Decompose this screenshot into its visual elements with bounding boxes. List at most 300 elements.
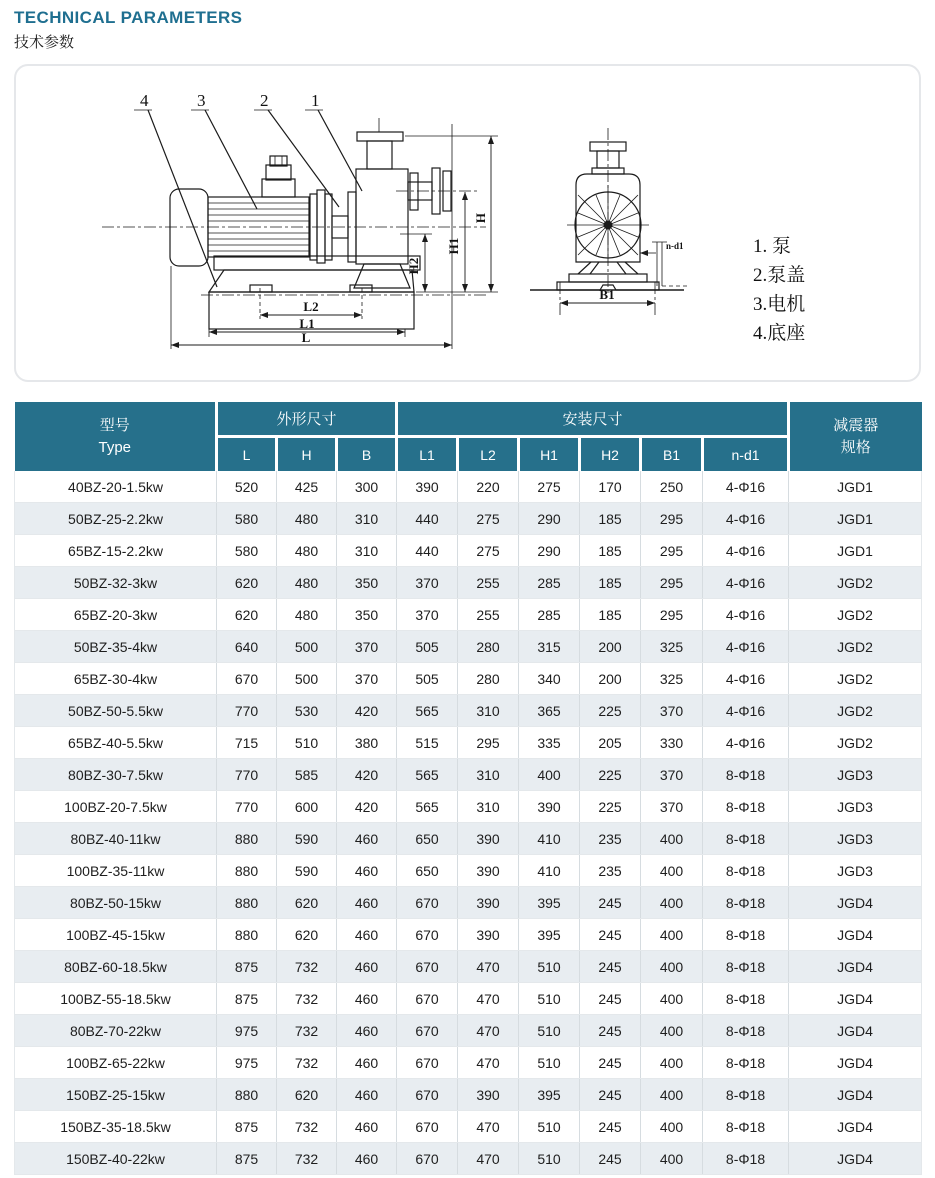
legend-item-motor: 3.电机 (753, 294, 806, 315)
cell-value: 875 (217, 951, 277, 983)
cell-value: 395 (519, 919, 580, 951)
subheader-H1: H1 (519, 437, 580, 472)
cell-model: 50BZ-50-5.5kw (15, 695, 217, 727)
cell-value: 460 (337, 1111, 397, 1143)
cell-value: 205 (580, 727, 641, 759)
cell-value: 510 (519, 1111, 580, 1143)
cell-value: 480 (277, 599, 337, 631)
cell-value: JGD1 (789, 535, 922, 567)
cell-value: 420 (337, 791, 397, 823)
cell-value: 8-Φ18 (703, 919, 789, 951)
cell-value: JGD2 (789, 631, 922, 663)
cell-value: 310 (337, 503, 397, 535)
cell-value: 4-Φ16 (703, 663, 789, 695)
cell-value: 460 (337, 1079, 397, 1111)
cell-value: 510 (519, 1015, 580, 1047)
table-row (15, 1015, 922, 1047)
cell-value: 500 (277, 663, 337, 695)
cell-value: 420 (337, 695, 397, 727)
cell-value: 975 (217, 1047, 277, 1079)
cell-value: 390 (519, 791, 580, 823)
subheader-H: H (277, 437, 337, 472)
cell-value: 390 (458, 855, 519, 887)
cell-value: 500 (277, 631, 337, 663)
cell-value: 590 (277, 823, 337, 855)
cell-value: 8-Φ18 (703, 855, 789, 887)
cell-model: 80BZ-70-22kw (15, 1015, 217, 1047)
table-row (15, 919, 922, 951)
cell-value: 470 (458, 983, 519, 1015)
table-row (15, 727, 922, 759)
cell-value: 395 (519, 887, 580, 919)
cell-value: 670 (397, 1015, 458, 1047)
subheader-L1: L1 (397, 437, 458, 472)
cell-value: 470 (458, 1015, 519, 1047)
callout-4: 4 (140, 91, 149, 110)
cell-value: 245 (580, 919, 641, 951)
cell-model: 80BZ-40-11kw (15, 823, 217, 855)
cell-value: 565 (397, 695, 458, 727)
cell-value: 470 (458, 1143, 519, 1175)
subheader-B: B (337, 437, 397, 472)
cell-value: JGD1 (789, 471, 922, 503)
cell-value: 290 (519, 535, 580, 567)
table-row (15, 1047, 922, 1079)
cell-value: 470 (458, 1047, 519, 1079)
cell-value: 370 (397, 599, 458, 631)
cell-value: 470 (458, 951, 519, 983)
cell-value: 520 (217, 471, 277, 503)
cell-value: 650 (397, 855, 458, 887)
cell-value: 325 (641, 663, 703, 695)
cell-value: 400 (641, 823, 703, 855)
cell-value: 410 (519, 823, 580, 855)
cell-value: 8-Φ18 (703, 1079, 789, 1111)
side-view-dimensions (171, 124, 498, 349)
cell-value: 275 (458, 535, 519, 567)
cell-value: 245 (580, 1015, 641, 1047)
cell-value: 170 (580, 471, 641, 503)
cell-model: 150BZ-25-15kw (15, 1079, 217, 1111)
parts-legend (753, 232, 805, 348)
table-body (15, 471, 922, 1175)
cell-value: JGD4 (789, 1079, 922, 1111)
cell-value: 580 (217, 535, 277, 567)
cell-value: 670 (397, 1047, 458, 1079)
cell-value: 732 (277, 951, 337, 983)
cell-value: 460 (337, 951, 397, 983)
header-damper-zh: 减震器 (833, 416, 879, 434)
cell-value: 275 (519, 471, 580, 503)
table-row (15, 951, 922, 983)
dim-label-L2: L2 (303, 299, 319, 314)
cell-value: 732 (277, 983, 337, 1015)
cell-value: 280 (458, 663, 519, 695)
cell-value: 515 (397, 727, 458, 759)
header-damper (789, 402, 922, 471)
cell-value: 440 (397, 535, 458, 567)
cell-value: 390 (397, 471, 458, 503)
cell-value: 395 (519, 1079, 580, 1111)
table-row (15, 631, 922, 663)
cell-value: 350 (337, 567, 397, 599)
cell-value: 620 (277, 887, 337, 919)
cell-value: 505 (397, 631, 458, 663)
cell-value: 880 (217, 1079, 277, 1111)
cell-value: 620 (277, 1079, 337, 1111)
header-model (15, 402, 217, 471)
cell-value: JGD2 (789, 599, 922, 631)
cell-value: 4-Φ16 (703, 567, 789, 599)
cell-value: 585 (277, 759, 337, 791)
cell-model: 100BZ-45-15kw (15, 919, 217, 951)
cell-value: 880 (217, 919, 277, 951)
cell-value: 4-Φ16 (703, 631, 789, 663)
callout-3: 3 (197, 91, 206, 110)
cell-value: 4-Φ16 (703, 695, 789, 727)
cell-value: 225 (580, 759, 641, 791)
cell-value: 390 (458, 919, 519, 951)
cell-model: 65BZ-30-4kw (15, 663, 217, 695)
cell-value: JGD2 (789, 727, 922, 759)
cell-value: JGD4 (789, 951, 922, 983)
cell-value: 460 (337, 1143, 397, 1175)
cell-value: 185 (580, 535, 641, 567)
cell-value: 275 (458, 503, 519, 535)
subheader-L2: L2 (458, 437, 519, 472)
callout-2: 2 (260, 91, 269, 110)
cell-value: 732 (277, 1111, 337, 1143)
dim-label-H: H (473, 212, 488, 224)
cell-value: 8-Φ18 (703, 1111, 789, 1143)
cell-value: 400 (519, 759, 580, 791)
cell-value: 390 (458, 887, 519, 919)
cell-value: 590 (277, 855, 337, 887)
cell-value: 8-Φ18 (703, 823, 789, 855)
cell-value: 315 (519, 631, 580, 663)
cell-value: 510 (519, 951, 580, 983)
cell-value: 255 (458, 599, 519, 631)
cell-value: 185 (580, 503, 641, 535)
cell-value: 295 (641, 503, 703, 535)
cell-value: 4-Φ16 (703, 535, 789, 567)
cell-value: 4-Φ16 (703, 503, 789, 535)
cell-value: 8-Φ18 (703, 791, 789, 823)
subheader-H2: H2 (580, 437, 641, 472)
cell-value: 480 (277, 567, 337, 599)
cell-value: 400 (641, 919, 703, 951)
cell-value: 8-Φ18 (703, 1015, 789, 1047)
table-row (15, 503, 922, 535)
cell-model: 65BZ-20-3kw (15, 599, 217, 631)
cell-model: 80BZ-60-18.5kw (15, 951, 217, 983)
cell-value: 4-Φ16 (703, 727, 789, 759)
cell-value: 410 (519, 855, 580, 887)
cell-value: 530 (277, 695, 337, 727)
cell-value: 245 (580, 887, 641, 919)
pump-diagram-panel (14, 64, 921, 382)
cell-value: 620 (217, 567, 277, 599)
table-row (15, 471, 922, 503)
cell-value: 460 (337, 1047, 397, 1079)
subheader-nd1: n-d1 (703, 437, 789, 472)
cell-value: 390 (458, 1079, 519, 1111)
dim-label-B1: B1 (599, 287, 615, 302)
table-row (15, 1143, 922, 1175)
cell-value: 235 (580, 855, 641, 887)
cell-value: 400 (641, 983, 703, 1015)
cell-model: 65BZ-40-5.5kw (15, 727, 217, 759)
cell-value: JGD4 (789, 887, 922, 919)
cell-value: 370 (641, 759, 703, 791)
cell-model: 50BZ-35-4kw (15, 631, 217, 663)
cell-value: 505 (397, 663, 458, 695)
callout-1: 1 (311, 91, 320, 110)
cell-value: 380 (337, 727, 397, 759)
cell-value: JGD4 (789, 1143, 922, 1175)
cell-value: 975 (217, 1015, 277, 1047)
table-row (15, 759, 922, 791)
cell-value: 480 (277, 503, 337, 535)
cell-value: 600 (277, 791, 337, 823)
dim-label-L1: L1 (299, 316, 315, 331)
cell-value: 8-Φ18 (703, 759, 789, 791)
cell-value: 565 (397, 759, 458, 791)
cell-value: JGD1 (789, 503, 922, 535)
cell-value: 370 (337, 663, 397, 695)
table-row (15, 599, 922, 631)
cell-value: 880 (217, 855, 277, 887)
cell-value: JGD3 (789, 855, 922, 887)
legend-item-pump: 1. 泵 (753, 236, 792, 257)
cell-value: 290 (519, 503, 580, 535)
front-view-drawing (530, 128, 684, 296)
cell-value: 245 (580, 951, 641, 983)
table-row (15, 791, 922, 823)
cell-value: 280 (458, 631, 519, 663)
cell-value: 370 (397, 567, 458, 599)
cell-model: 80BZ-30-7.5kw (15, 759, 217, 791)
cell-value: 670 (397, 1111, 458, 1143)
cell-value: 235 (580, 823, 641, 855)
cell-value: 310 (458, 791, 519, 823)
dim-label-nd1: n-d1 (666, 241, 684, 251)
table-row (15, 1079, 922, 1111)
cell-value: 510 (519, 1047, 580, 1079)
cell-value: 325 (641, 631, 703, 663)
cell-value: 8-Φ18 (703, 1047, 789, 1079)
cell-value: JGD3 (789, 823, 922, 855)
cell-value: 310 (337, 535, 397, 567)
cell-value: 510 (519, 1143, 580, 1175)
cell-value: 620 (217, 599, 277, 631)
cell-value: 770 (217, 791, 277, 823)
cell-value: 670 (397, 887, 458, 919)
cell-value: 220 (458, 471, 519, 503)
cell-value: 350 (337, 599, 397, 631)
cell-value: 732 (277, 1047, 337, 1079)
cell-value: JGD2 (789, 695, 922, 727)
cell-value: 400 (641, 1143, 703, 1175)
cell-value: 715 (217, 727, 277, 759)
cell-model: 65BZ-15-2.2kw (15, 535, 217, 567)
table-row (15, 695, 922, 727)
cell-value: 225 (580, 791, 641, 823)
cell-value: 875 (217, 1143, 277, 1175)
cell-value: 670 (397, 1143, 458, 1175)
cell-value: 295 (458, 727, 519, 759)
cell-value: JGD2 (789, 663, 922, 695)
cell-value: 200 (580, 663, 641, 695)
table-row (15, 983, 922, 1015)
cell-model: 50BZ-25-2.2kw (15, 503, 217, 535)
cell-value: 875 (217, 1111, 277, 1143)
header-model-zh: 型号 (99, 416, 130, 434)
cell-value: 200 (580, 631, 641, 663)
cell-value: 670 (397, 1079, 458, 1111)
cell-value: 732 (277, 1143, 337, 1175)
cell-model: 150BZ-40-22kw (15, 1143, 217, 1175)
cell-value: 400 (641, 951, 703, 983)
cell-value: 480 (277, 535, 337, 567)
cell-value: 365 (519, 695, 580, 727)
cell-value: 245 (580, 983, 641, 1015)
cell-value: 875 (217, 983, 277, 1015)
cell-value: 295 (641, 599, 703, 631)
cell-value: 425 (277, 471, 337, 503)
cell-value: 460 (337, 823, 397, 855)
legend-item-base: 4.底座 (753, 323, 806, 344)
dim-label-L: L (301, 330, 311, 345)
table-row (15, 887, 922, 919)
cell-value: 8-Φ18 (703, 1143, 789, 1175)
cell-value: 460 (337, 855, 397, 887)
cell-value: 470 (458, 1111, 519, 1143)
cell-value: 880 (217, 887, 277, 919)
cell-value: 670 (397, 983, 458, 1015)
subheader-B1: B1 (641, 437, 703, 472)
header-outline-group: 外形尺寸 (217, 402, 397, 437)
cell-value: 510 (519, 983, 580, 1015)
cell-value: JGD3 (789, 759, 922, 791)
table-row (15, 1111, 922, 1143)
table-row (15, 567, 922, 599)
cell-value: 770 (217, 695, 277, 727)
cell-model: 50BZ-32-3kw (15, 567, 217, 599)
cell-value: 400 (641, 887, 703, 919)
cell-value: JGD4 (789, 919, 922, 951)
cell-value: 8-Φ18 (703, 951, 789, 983)
cell-value: JGD4 (789, 1111, 922, 1143)
cell-value: 285 (519, 567, 580, 599)
page-title: TECHNICAL PARAMETERS (14, 8, 243, 27)
front-view-dimensions (560, 241, 688, 316)
cell-value: 670 (397, 919, 458, 951)
table-row (15, 823, 922, 855)
part-callouts (134, 91, 362, 287)
cell-value: 440 (397, 503, 458, 535)
cell-value: 420 (337, 759, 397, 791)
cell-value: JGD2 (789, 567, 922, 599)
cell-value: 510 (277, 727, 337, 759)
header-install-group: 安装尺寸 (397, 402, 789, 437)
cell-value: 295 (641, 535, 703, 567)
cell-value: JGD4 (789, 1015, 922, 1047)
cell-value: 390 (458, 823, 519, 855)
cell-value: JGD4 (789, 983, 922, 1015)
cell-value: 460 (337, 983, 397, 1015)
cell-model: 80BZ-50-15kw (15, 887, 217, 919)
cell-value: JGD3 (789, 791, 922, 823)
cell-value: 4-Φ16 (703, 471, 789, 503)
cell-value: 310 (458, 759, 519, 791)
cell-value: 250 (641, 471, 703, 503)
cell-value: 400 (641, 855, 703, 887)
cell-value: 650 (397, 823, 458, 855)
cell-value: 340 (519, 663, 580, 695)
cell-value: 335 (519, 727, 580, 759)
cell-value: 300 (337, 471, 397, 503)
cell-value: 460 (337, 919, 397, 951)
cell-value: 4-Φ16 (703, 599, 789, 631)
cell-value: 185 (580, 599, 641, 631)
legend-item-pump-cover: 2.泵盖 (753, 265, 806, 286)
subheader-L: L (217, 437, 277, 472)
cell-value: 245 (580, 1111, 641, 1143)
cell-value: 732 (277, 1015, 337, 1047)
cell-value: 370 (641, 791, 703, 823)
cell-value: 310 (458, 695, 519, 727)
cell-value: 670 (217, 663, 277, 695)
side-view-drawing (102, 118, 486, 329)
parameters-table (14, 402, 922, 1175)
cell-value: 460 (337, 887, 397, 919)
cell-model: 100BZ-20-7.5kw (15, 791, 217, 823)
cell-value: 8-Φ18 (703, 983, 789, 1015)
cell-value: 460 (337, 1015, 397, 1047)
cell-value: 370 (641, 695, 703, 727)
cell-model: 100BZ-65-22kw (15, 1047, 217, 1079)
table-row (15, 535, 922, 567)
cell-value: JGD4 (789, 1047, 922, 1079)
dim-label-H1: H1 (446, 237, 461, 255)
cell-model: 40BZ-20-1.5kw (15, 471, 217, 503)
cell-value: 8-Φ18 (703, 887, 789, 919)
header-damper-spec: 规格 (840, 438, 871, 456)
cell-model: 100BZ-55-18.5kw (15, 983, 217, 1015)
cell-model: 150BZ-35-18.5kw (15, 1111, 217, 1143)
cell-model: 100BZ-35-11kw (15, 855, 217, 887)
cell-value: 770 (217, 759, 277, 791)
cell-value: 285 (519, 599, 580, 631)
cell-value: 565 (397, 791, 458, 823)
page-subtitle: 技术参数 (14, 34, 75, 51)
cell-value: 580 (217, 503, 277, 535)
cell-value: 255 (458, 567, 519, 599)
cell-value: 295 (641, 567, 703, 599)
cell-value: 185 (580, 567, 641, 599)
cell-value: 245 (580, 1047, 641, 1079)
header-model-en: Type (98, 438, 132, 456)
cell-value: 225 (580, 695, 641, 727)
cell-value: 330 (641, 727, 703, 759)
dim-label-H2: H2 (406, 257, 421, 275)
cell-value: 620 (277, 919, 337, 951)
cell-value: 245 (580, 1143, 641, 1175)
cell-value: 400 (641, 1047, 703, 1079)
table-row (15, 663, 922, 695)
cell-value: 880 (217, 823, 277, 855)
